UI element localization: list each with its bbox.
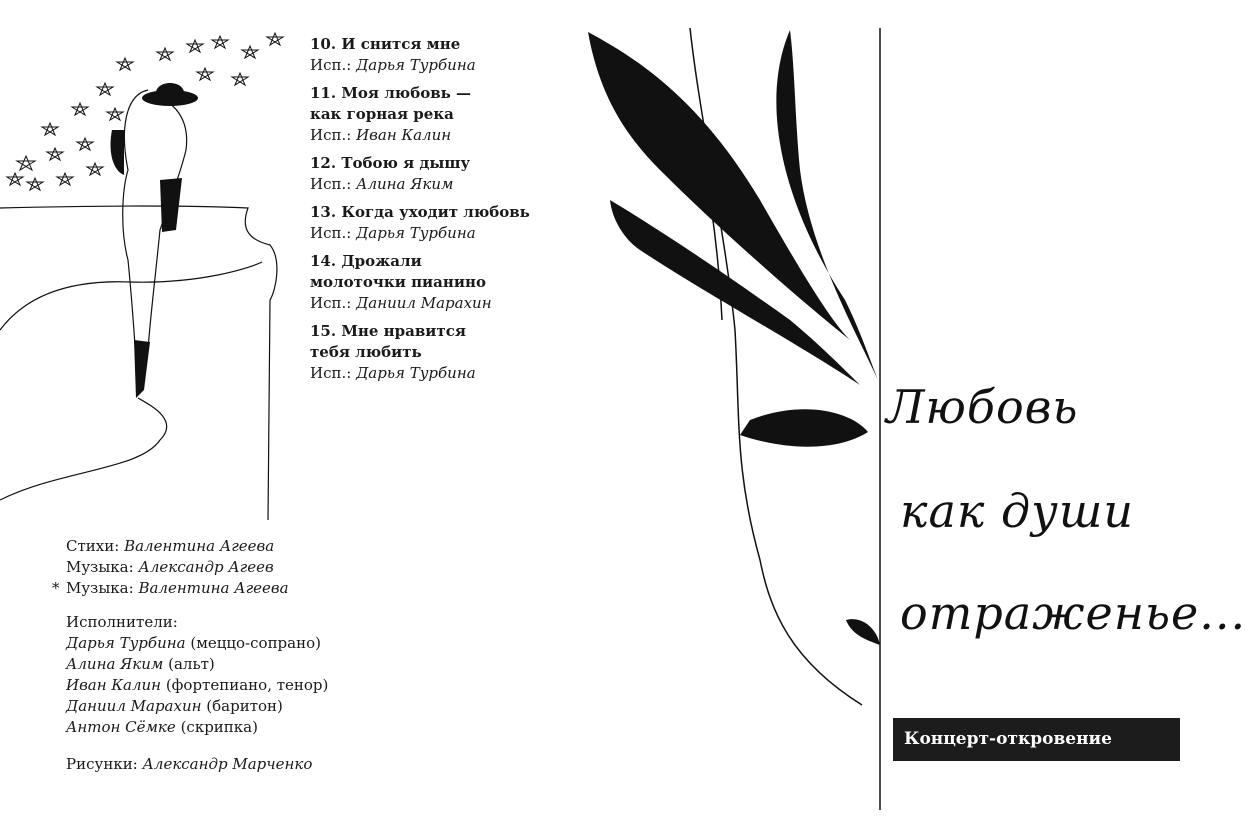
performers-list bbox=[66, 612, 328, 738]
music-label: Музыка: bbox=[66, 558, 134, 576]
performers-heading: Исполнители: bbox=[66, 613, 178, 631]
lyrics-author: Валентина Агеева bbox=[124, 537, 275, 555]
performer-row-role: (меццо-сопрано) bbox=[190, 634, 321, 652]
drawings-label: Рисунки: bbox=[66, 755, 138, 773]
track-item bbox=[310, 34, 560, 75]
performer-label: Исп.: bbox=[310, 175, 352, 193]
track-performer bbox=[310, 223, 560, 243]
title-line-1: Любовь bbox=[886, 380, 1079, 434]
performer-row-name: Даниил Марахин bbox=[66, 697, 202, 715]
track-item bbox=[310, 83, 560, 145]
track-list bbox=[310, 34, 560, 391]
music-author: Александр Агеев bbox=[138, 558, 274, 576]
credits bbox=[52, 536, 289, 599]
performer-row bbox=[66, 717, 328, 738]
music2-credit bbox=[52, 578, 289, 599]
performer-row bbox=[66, 696, 328, 717]
performer-row-role: (фортепиано, тенор) bbox=[165, 676, 329, 694]
lyrics-label: Стихи: bbox=[66, 537, 120, 555]
performer-row bbox=[66, 654, 328, 675]
woman-on-cliff-drawing bbox=[0, 90, 277, 520]
performer-row-role: (баритон) bbox=[206, 697, 283, 715]
performer-label: Исп.: bbox=[310, 224, 352, 242]
track-performer bbox=[310, 293, 560, 313]
performer-label: Исп.: bbox=[310, 126, 352, 144]
drawings-author: Александр Марченко bbox=[142, 755, 313, 773]
face-ink-strokes bbox=[588, 30, 880, 645]
drawings-credit bbox=[66, 754, 312, 775]
performer-row-role: (альт) bbox=[168, 655, 215, 673]
track-title: 13. Когда уходит любовь bbox=[310, 203, 530, 221]
performer-name: Алина Яким bbox=[356, 175, 454, 193]
performer-row-name: Антон Сёмке bbox=[66, 718, 176, 736]
track-item bbox=[310, 202, 560, 243]
performer-label: Исп.: bbox=[310, 56, 352, 74]
performer-name: Дарья Турбина bbox=[356, 224, 476, 242]
performer-row-role: (скрипка) bbox=[180, 718, 258, 736]
performer-name: Даниил Марахин bbox=[356, 294, 492, 312]
track-item bbox=[310, 251, 560, 313]
track-item bbox=[310, 321, 560, 383]
woman-figure-fill bbox=[111, 83, 199, 398]
title-line-3: отраженье... bbox=[900, 586, 1246, 640]
track-title: 11. Моя любовь — как горная река bbox=[310, 84, 472, 123]
performer-name: Дарья Турбина bbox=[356, 56, 476, 74]
track-title: 15. Мне нравится тебя любить bbox=[310, 322, 466, 361]
asterisk-mark: * bbox=[52, 579, 60, 597]
stars-decoration bbox=[7, 33, 283, 190]
music2-label: Музыка: bbox=[66, 579, 134, 597]
performer-row-name: Дарья Турбина bbox=[66, 634, 186, 652]
track-performer bbox=[310, 363, 560, 383]
track-title: 10. И снится мне bbox=[310, 35, 461, 53]
music2-author: Валентина Агеева bbox=[138, 579, 289, 597]
track-performer bbox=[310, 125, 560, 145]
lyrics-credit bbox=[66, 536, 289, 557]
title-line-2: как души bbox=[900, 484, 1135, 538]
performer-label: Исп.: bbox=[310, 364, 352, 382]
track-title: 12. Тобою я дышу bbox=[310, 154, 471, 172]
concert-badge: Концерт-откровение bbox=[893, 718, 1180, 761]
track-title: 14. Дрожали молоточки пианино bbox=[310, 252, 486, 291]
performer-row-name: Алина Яким bbox=[66, 655, 164, 673]
track-item bbox=[310, 153, 560, 194]
track-performer bbox=[310, 55, 560, 75]
performer-row bbox=[66, 675, 328, 696]
performer-name: Дарья Турбина bbox=[356, 364, 476, 382]
performer-row-name: Иван Калин bbox=[66, 676, 162, 694]
performer-name: Иван Калин bbox=[356, 126, 452, 144]
performer-label: Исп.: bbox=[310, 294, 352, 312]
track-performer bbox=[310, 174, 560, 194]
performer-row bbox=[66, 633, 328, 654]
music-credit bbox=[66, 557, 289, 578]
